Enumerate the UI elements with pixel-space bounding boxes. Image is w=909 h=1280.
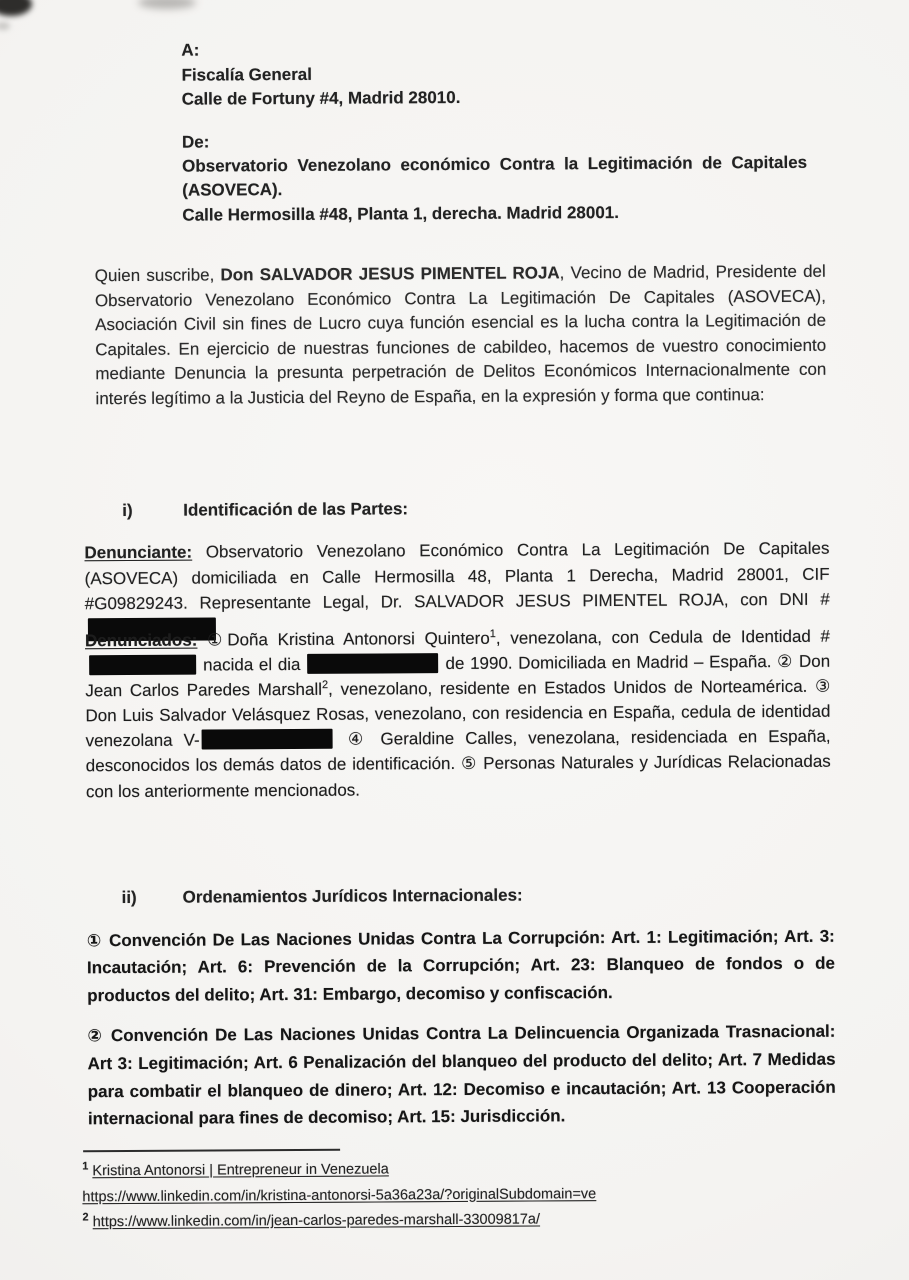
sender-address: Calle Hermosilla #48, Planta 1, derecha. Madrid 28001. [182,202,619,225]
redaction-box-cedula-v [202,729,333,750]
denunciado-1-text-cont: , venezolana, con Cedula de Identidad # [495,626,831,648]
denunciante-label: Denunciante: [84,542,193,563]
intro-pre: Quien suscribe, [94,265,221,286]
recipient-name: Fiscalía General [181,64,313,85]
complainant-name: Don SALVADOR JESUS PIMENTEL ROJA [220,263,560,285]
footnote-ref-2: 2 [321,679,329,692]
footnote-1-marker: 1 [82,1160,89,1173]
footnotes-block [82,1155,827,1236]
recipient-address: Calle de Fortuny #4, Madrid 28010. [181,87,461,109]
footnote-separator [83,1149,340,1153]
footnote-2-url-link: https://www.linkedin.com/in/jean-carlos-paredes-marshall-33009817a/ [92,1211,541,1231]
sender-org-acronym: (ASOVECA). [182,180,283,201]
legal-item-1: ① Convención De Las Naciones Unidas Contra La Corrupción: Art. 1: Legitimación; Art. 3: Incautación; Art. 6: Prevención de la Corrupción; Art. 23: Blanqueo de fondos o de productos del delito; Art. 31: Embargo, decomiso y confiscación. [86,926,836,1006]
legal-item-2: ② Convención De Las Naciones Unidas Contra La Delincuencia Organizada Trasnacional: Art 3: Legitimación; Art. 6 Penalización del blanqueo del producto del delito; Art. 7 Medidas para combatir el blanqueo de dinero; Art. 12: Decomiso e incautación; Art. 13 Cooperación internacional para fines de decomiso; Art. 15: Jurisdicción. [87,1021,836,1129]
section-ii-numeral: ii) [121,887,137,908]
section-ii-title: Ordenamientos Jurídicos Internacionales: [182,885,523,907]
intro-post: , Vecino de Madrid, Presidente del Observatorio Venezolano Económico Contra La Legitimación De Capitales (ASOVECA), Asociación Civil sin fines de Lucro cuya función esencial es la lucha contra la Legitimación de Capitales. En ejercicio de nuestras funciones de cabildeo, hacemos de vuestro conocimiento mediante Denuncia la presunta perpetración de Delitos Económicos Internacionalmente con interés legítimo a la Justicia del Reyno de España, en la expresión y forma que continua: [94,261,827,409]
denunciado-3-text: , venezolano, residente en Estados Unidos de Norteamérica. ③ Don Luis Salvador Velásquez Rosas, venezolano, con residencia en España, cedula de identidad venezolana V- [85,676,831,751]
section-ii-heading [122,886,523,908]
section-i-title: Identificación de las Partes: [183,499,409,520]
denunciante-text: Observatorio Venezolano Económico Contra La Legitimación De Capitales (ASOVECA) domiciliada en Calle Hermosilla 48, Planta 1 Derecha, Madrid 28001, CIF #G09829243. Representante Legal, Dr. SALVADOR JESUS PIMENTEL ROJA, con DNI # [84,538,830,614]
denunciado-1-text: ①Doña Kristina Antonorsi Quintero [207,628,490,650]
section-i-heading [122,499,408,521]
denunciados-paragraph [85,624,831,804]
footnote-1-url-link: https://www.linkedin.com/in/kristina-antonorsi-5a36a23a/?originalSubdomain=ve [82,1185,597,1205]
denunciado-2-text: de 1990. Domiciliada en Madrid – España. ② Don Jean Carlos Paredes Marshall [85,651,831,701]
footnote-2 [82,1206,827,1236]
recipient-block [181,35,821,112]
sender-label: De: [181,132,210,152]
footnote-ref-1: 1 [489,628,496,641]
section-i-numeral: i) [122,500,133,521]
denunciado-4-5-text: ④ Geraldine Calles, venezolana, residenciada en España, desconocidos los demás datos de identificación. ⑤ Personas Naturales y Jurídicas Relacionadas con los anteriormente mencionados. [85,727,831,801]
footnote-1-title-link: Kristina Antonorsi | Entrepreneur in Venezuela [92,1161,389,1180]
redaction-box-birthdate [307,653,438,674]
denunciado-1-birth-text: nacida el dia [203,655,301,675]
sender-block [182,127,808,228]
sender-org-line: Observatorio Venezolano económico Contra la Legitimación de Capitales [182,153,808,176]
intro-paragraph [95,260,827,412]
footnote-2-marker: 2 [82,1211,89,1224]
redaction-box-cedula [89,655,196,676]
denunciados-label: Denunciados: [84,630,198,651]
recipient-label: A: [181,40,200,60]
